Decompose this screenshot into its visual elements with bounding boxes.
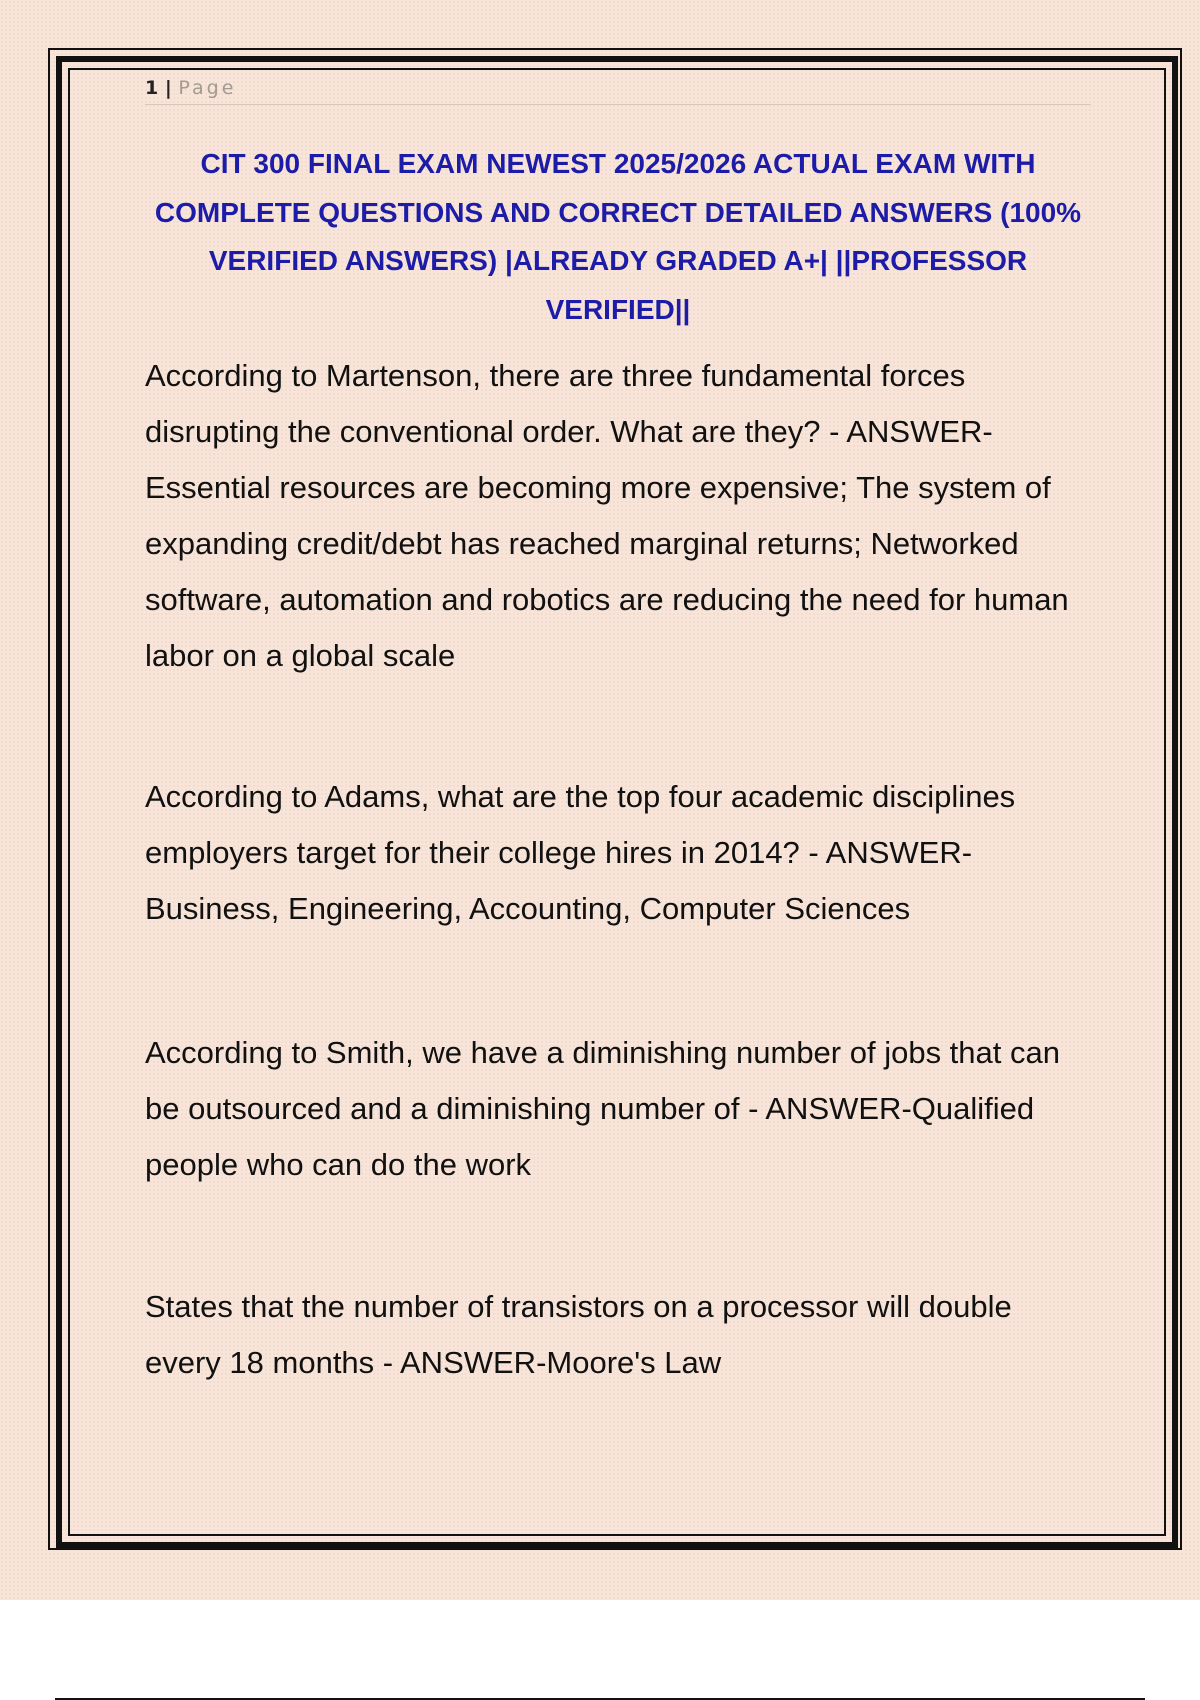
qa-item-martenson: According to Martenson, there are three fundamental forces disrupting the conventional order. What are they? - ANSWER-Essential resources are becoming more expensive; The system of expanding credit/debt has reached marginal returns; Networked software, automation and robotics are reducing the need for human labor on a global scale xyxy=(145,358,1069,673)
qa-item-smith: According to Smith, we have a diminishing number of jobs that can be outsourced and a diminishing number of - ANSWER-Qualified people who can do the work xyxy=(145,1035,1060,1182)
qa-item-adams: According to Adams, what are the top four academic disciplines employers target for their college hires in 2014? - ANSWER-Business, Engineering, Accounting, Computer Sciences xyxy=(145,779,1016,926)
page-label: Page xyxy=(178,77,237,99)
page-number: 1 xyxy=(145,77,159,99)
qa-item-moores-law: States that the number of transistors on a processor will double every 18 months - ANSWER-Moore's Law xyxy=(145,1289,1012,1380)
page-header xyxy=(145,74,1091,105)
qa-list xyxy=(145,348,1095,1391)
page-separator: | xyxy=(158,77,179,99)
document-title: CIT 300 FINAL EXAM NEWEST 2025/2026 ACTUAL EXAM WITH COMPLETE QUESTIONS AND CORRECT DETAILED ANSWERS (100% VERIFIED ANSWERS) |ALREADY GRADED A+| ||PROFESSOR VERIFIED|| xyxy=(154,148,1082,325)
